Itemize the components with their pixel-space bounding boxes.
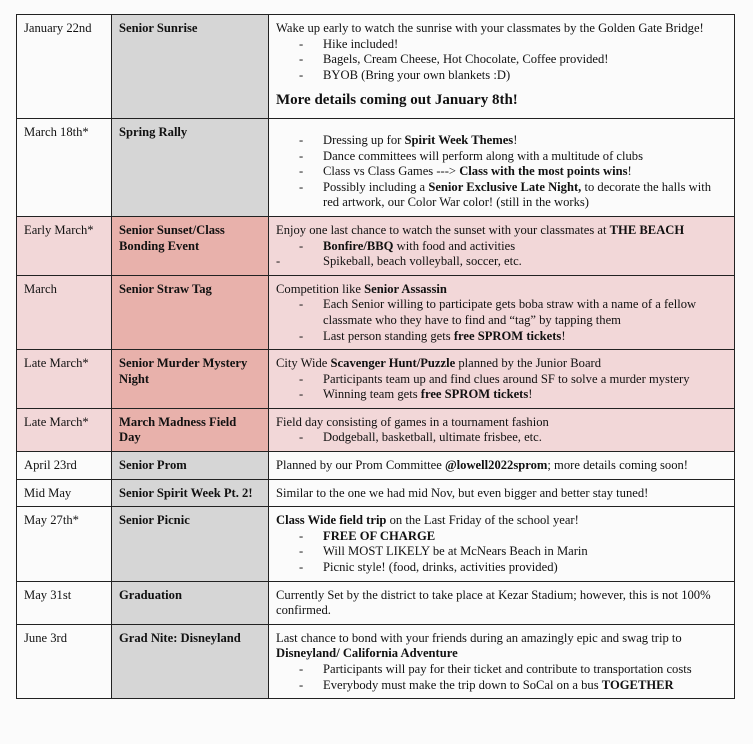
event-date: Early March* xyxy=(17,216,112,275)
bullet-item: - Dance committees will perform along with a multitude of clubs xyxy=(276,149,727,165)
description-intro: City Wide Scavenger Hunt/Puzzle planned by the Junior Board xyxy=(276,356,602,371)
event-description xyxy=(269,624,735,698)
bullet-item: - Participants team up and find clues around SF to solve a murder mystery xyxy=(276,372,727,388)
description-intro: Planned by our Prom Committee @lowell2022sprom; more details coming soon! xyxy=(276,458,688,473)
description-intro: Field day consisting of games in a tournament fashion xyxy=(276,414,549,429)
event-name: Spring Rally xyxy=(112,118,269,216)
event-row xyxy=(17,118,735,216)
bullet-item: - Will MOST LIKELY be at McNears Beach in Marin xyxy=(276,544,727,560)
event-name: Senior Sunset/Class Bonding Event xyxy=(112,216,269,275)
bullet-item: - Each Senior willing to participate gets boba straw with a name of a fellow classmate who they have to find and “tag” by tapping them xyxy=(276,297,727,328)
bullet-item: - Spikeball, beach volleyball, soccer, etc. xyxy=(276,254,727,270)
details-note: More details coming out January 8th! xyxy=(276,92,518,109)
event-date: March xyxy=(17,275,112,349)
event-description xyxy=(269,507,735,581)
event-name: Senior Spirit Week Pt. 2! xyxy=(112,479,269,507)
event-date: April 23rd xyxy=(17,452,112,480)
event-description xyxy=(269,15,735,119)
bullet-item: - Bagels, Cream Cheese, Hot Chocolate, Coffee provided! xyxy=(276,52,727,68)
event-description xyxy=(269,408,735,451)
bullet-list xyxy=(276,430,727,446)
event-date: Mid May xyxy=(17,479,112,507)
bullet-list xyxy=(276,529,727,576)
bullet-list xyxy=(276,372,727,403)
bullet-item: - Dressing up for Spirit Week Themes! xyxy=(276,133,727,149)
bullet-list xyxy=(276,133,727,211)
events-table xyxy=(16,14,735,699)
event-row xyxy=(17,624,735,698)
event-row xyxy=(17,15,735,119)
description-intro: Class Wide field trip on the Last Friday of the school year! xyxy=(276,513,579,528)
description-intro: Currently Set by the district to take place at Kezar Stadium; however, this is not 100% confirmed. xyxy=(276,587,711,618)
event-row xyxy=(17,216,735,275)
bullet-item: - Picnic style! (food, drinks, activities provided) xyxy=(276,560,727,576)
event-row xyxy=(17,350,735,409)
event-date: March 18th* xyxy=(17,118,112,216)
event-description xyxy=(269,216,735,275)
bullet-item: - Participants will pay for their ticket and contribute to transportation costs xyxy=(276,662,727,678)
event-date: January 22nd xyxy=(17,15,112,119)
event-date: Late March* xyxy=(17,408,112,451)
bullet-item: - Dodgeball, basketball, ultimate frisbee, etc. xyxy=(276,430,727,446)
bullet-item: - Hike included! xyxy=(276,37,727,53)
event-row xyxy=(17,507,735,581)
bullet-list xyxy=(276,297,727,344)
event-description xyxy=(269,275,735,349)
bullet-item: - Winning team gets free SPROM tickets! xyxy=(276,387,727,403)
event-date: May 31st xyxy=(17,581,112,624)
event-name: Senior Murder Mystery Night xyxy=(112,350,269,409)
event-name: Senior Sunrise xyxy=(112,15,269,119)
event-row xyxy=(17,479,735,507)
event-description xyxy=(269,581,735,624)
event-name: Senior Prom xyxy=(112,452,269,480)
bullet-list xyxy=(276,662,727,693)
event-name: Senior Picnic xyxy=(112,507,269,581)
description-intro: Similar to the one we had mid Nov, but even bigger and better stay tuned! xyxy=(276,485,649,500)
event-description xyxy=(269,452,735,480)
event-name: March Madness Field Day xyxy=(112,408,269,451)
bullet-item: - Everybody must make the trip down to SoCal on a bus TOGETHER xyxy=(276,678,727,694)
bullet-item: - FREE OF CHARGE xyxy=(276,529,727,545)
event-row xyxy=(17,275,735,349)
event-name: Senior Straw Tag xyxy=(112,275,269,349)
event-date: May 27th* xyxy=(17,507,112,581)
event-description xyxy=(269,479,735,507)
bullet-item: - Last person standing gets free SPROM tickets! xyxy=(276,329,727,345)
description-intro: Last chance to bond with your friends during an amazingly epic and swag trip to Disneyland/ California Adventure xyxy=(276,630,682,661)
event-row xyxy=(17,581,735,624)
bullet-list xyxy=(276,37,727,84)
event-name: Graduation xyxy=(112,581,269,624)
event-row xyxy=(17,452,735,480)
description-intro: Wake up early to watch the sunrise with your classmates by the Golden Gate Bridge! xyxy=(276,21,704,35)
event-row xyxy=(17,408,735,451)
event-name: Grad Nite: Disneyland xyxy=(112,624,269,698)
description-intro: Enjoy one last chance to watch the sunset with your classmates at THE BEACH xyxy=(276,222,685,237)
event-date: Late March* xyxy=(17,350,112,409)
bullet-item: - BYOB (Bring your own blankets :D) xyxy=(276,68,727,84)
event-description xyxy=(269,350,735,409)
event-date: June 3rd xyxy=(17,624,112,698)
bullet-item: - Bonfire/BBQ with food and activities xyxy=(276,239,727,255)
description-intro: Competition like Senior Assassin xyxy=(276,281,447,296)
bullet-list xyxy=(276,239,727,270)
bullet-item: - Class vs Class Games ---> Class with the most points wins! xyxy=(276,164,727,180)
event-description xyxy=(269,118,735,216)
bullet-item: - Possibly including a Senior Exclusive Late Night, to decorate the halls with red artwork, our Color War color! (still in the works) xyxy=(276,180,727,211)
